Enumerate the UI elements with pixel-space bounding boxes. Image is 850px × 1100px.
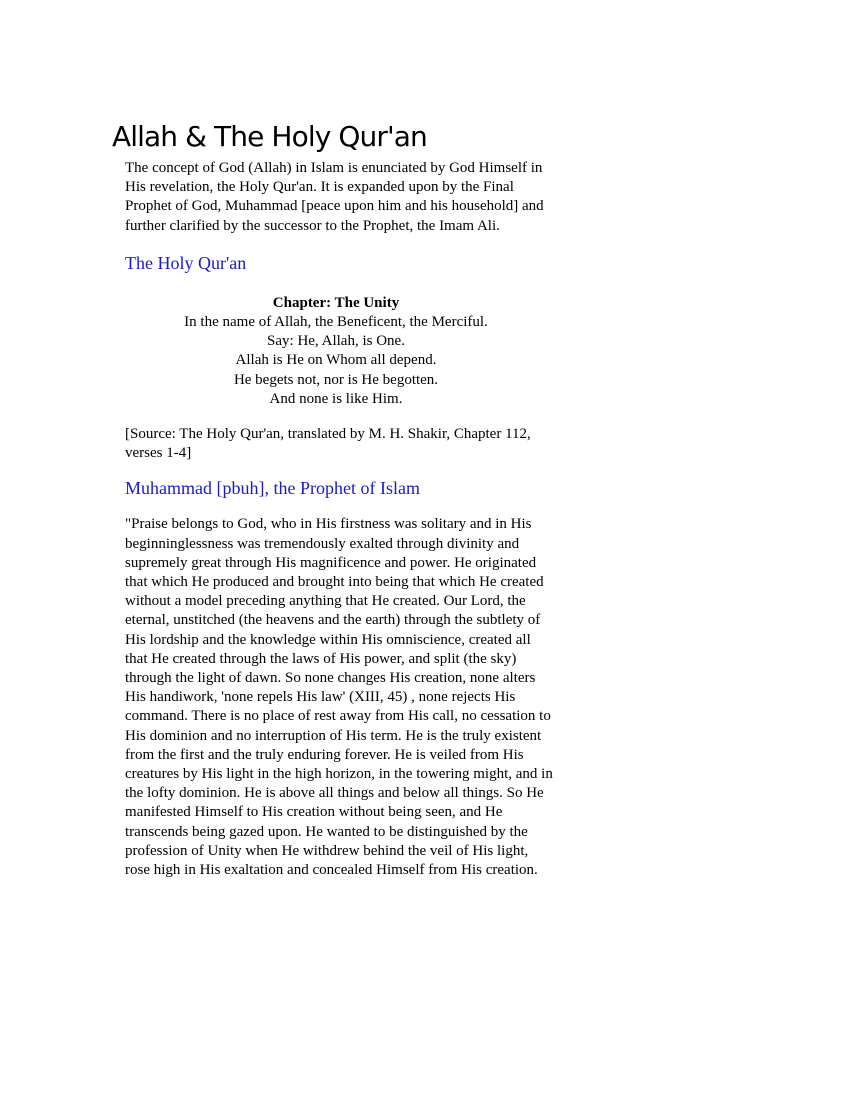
intro-paragraph: The concept of God (Allah) in Islam is enunciated by God Himself in His revelation, the Holy Qur'an. It is expanded upon by the Final Prophet of God, Muhammad [peace upon him and his household] and further clarified by the successor to the Prophet, the Imam Ali. — [125, 160, 544, 234]
page-title: Allah & The Holy Qur'an — [112, 120, 427, 153]
chapter-title: Chapter: The Unity — [272, 294, 400, 311]
sermon-paragraph: "Praise belongs to God, who in His firstness was solitary and in His beginninglessness was tremendously exalted through divinity and supremely great through His magnificence and power. He originated that which He produced and brought into being that which He created without a model preceding anything that He created. Our Lord, the eternal, unstitched (the heavens and the earth) through the subtlety of His lordship and the knowledge within His omniscience, created all that He created through the laws of His power, and split (the sky) through the light of dawn. So none changes His creation, none alters His handiwork, 'none repels His law' (XIII, 45) , none rejects His command. There is no place of rest away from His call, no cessation to His dominion and no interruption of His term. He is the truly existent from the first and the truly enduring forever. He is veiled from His creatures by His light in the high horizon, in the towering might, and in the lofty dominion. He is above all things and below all things. So He manifested Himself to His creation without being seen, and He transcends being gazed upon. He wanted to be distinguished by the profession of Unity when He withdrew behind the veil of His light, rose high in His exaltation and concealed Himself from His creation. — [125, 516, 553, 879]
verse-line-4: He begets not, nor is He begotten. — [233, 371, 439, 388]
section-heading-holy-quran: The Holy Qur'an — [125, 252, 247, 273]
document-body — [125, 159, 555, 880]
quran-verse-block — [125, 294, 547, 409]
verse-line-3: Allah is He on Whom all depend. — [235, 352, 437, 369]
verse-line-1: In the name of Allah, the Beneficent, the Merciful. — [184, 314, 488, 331]
source-citation: [Source: The Holy Qur'an, translated by M. H. Shakir, Chapter 112, verses 1-4] — [125, 426, 531, 462]
verse-line-2: Say: He, Allah, is One. — [267, 333, 405, 350]
verse-line-5: And none is like Him. — [269, 390, 403, 407]
section-heading-prophet: Muhammad [pbuh], the Prophet of Islam — [125, 478, 420, 499]
